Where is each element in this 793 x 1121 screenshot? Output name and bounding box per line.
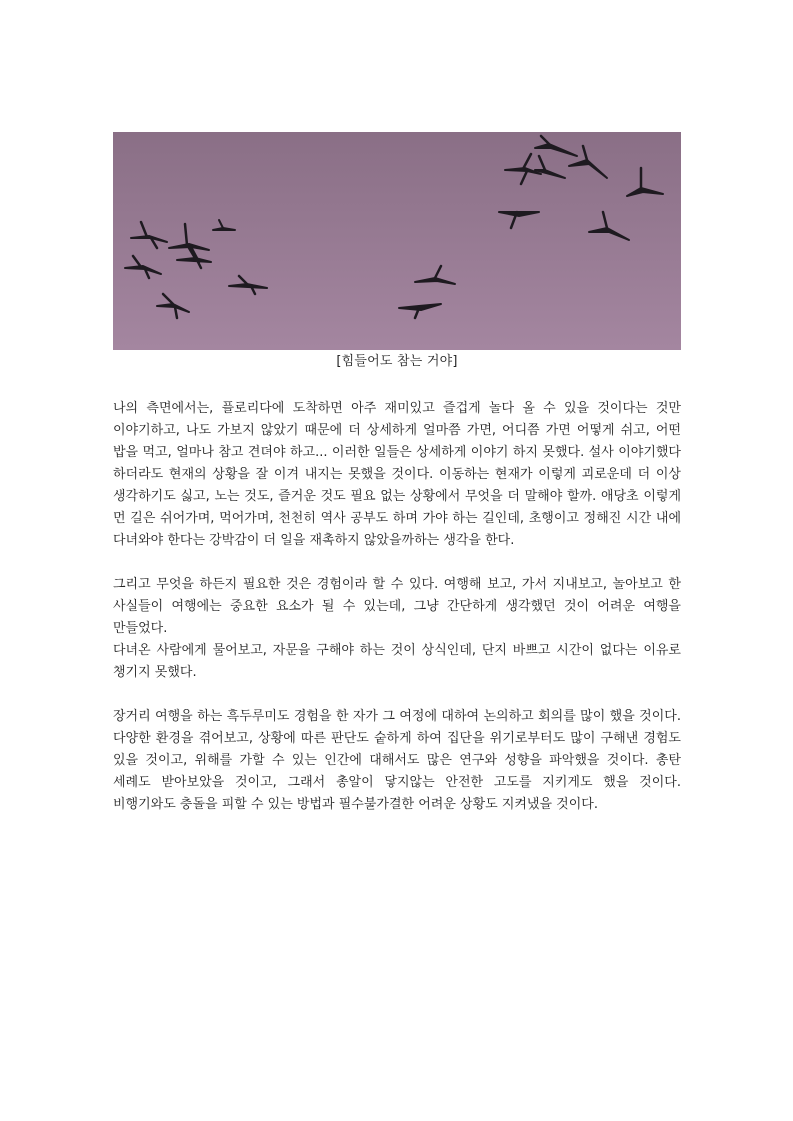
document-page <box>113 132 681 816</box>
paragraph-4: 장거리 여행을 하는 흑두루미도 경험을 한 자가 그 여정에 대하여 논의하고 회의를 많이 했을 것이다. 다양한 환경을 겪어보고, 상황에 따른 판단도 숱하게 하여 집단을 위기로부터도 많이 구해낸 경험도 있을 것이고, 위해를 가할 수 있는 인간에 대해서도 많은 연구와 성향을 파악했을 것이다. 총탄 세례도 받아보았을 것이고, 그래서 총알이 닿지않는 안전한 고도를 지키게도 했을 것이다. 비행기와도 충돌을 피할 수 있는 방법과 필수불가결한 어려운 상황도 지켜냈을 것이다. <box>113 709 681 812</box>
paragraph-2: 그리고 무엇을 하든지 필요한 것은 경험이라 할 수 있다. 여행해 보고, 가서 지내보고, 놀아보고 한 사실들이 여행에는 중요한 요소가 될 수 있는데, 그냥 간단하게 생각했던 것이 어려운 여행을 만들었다. <box>113 577 681 636</box>
photo-caption: [힘들어도 참는 거야] <box>336 354 458 369</box>
paragraph-3: 다녀온 사람에게 물어보고, 자문을 구해야 하는 것이 상식인데, 단지 바쁘고 시간이 없다는 이유로 챙기지 못했다. <box>113 643 681 680</box>
paragraph-1: 나의 측면에서는, 플로리다에 도착하면 아주 재미있고 즐겁게 놀다 올 수 있을 것이다는 것만 이야기하고, 나도 가보지 않았기 때문에 더 상세하게 얼마쯤 가면, 어디쯤 가면 어떻게 쉬고, 어떤 밥을 먹고, 얼마나 참고 견뎌야 하고... 이러한 일들은 상세하게 이야기 하지 못했다. 설사 이야기했다 하더라도 현재의 상황을 잘 이겨 내지는 못했을 것이다. 이동하는 현재가 이렇게 괴로운데 더 이상 생각하기도 싫고, 노는 것도, 즐거운 것도 필요 없는 상황에서 무엇을 더 말해야 할까. 애당초 이렇게 먼 길은 쉬어가며, 먹어가며, 천천히 역사 공부도 하며 가야 하는 길인데, 초행이고 정해진 시간 내에 다녀와야 한다는 강박감이 더 일을 재촉하지 않았을까하는 생각을 한다. <box>113 401 681 548</box>
flying-cranes-photo <box>113 132 681 350</box>
